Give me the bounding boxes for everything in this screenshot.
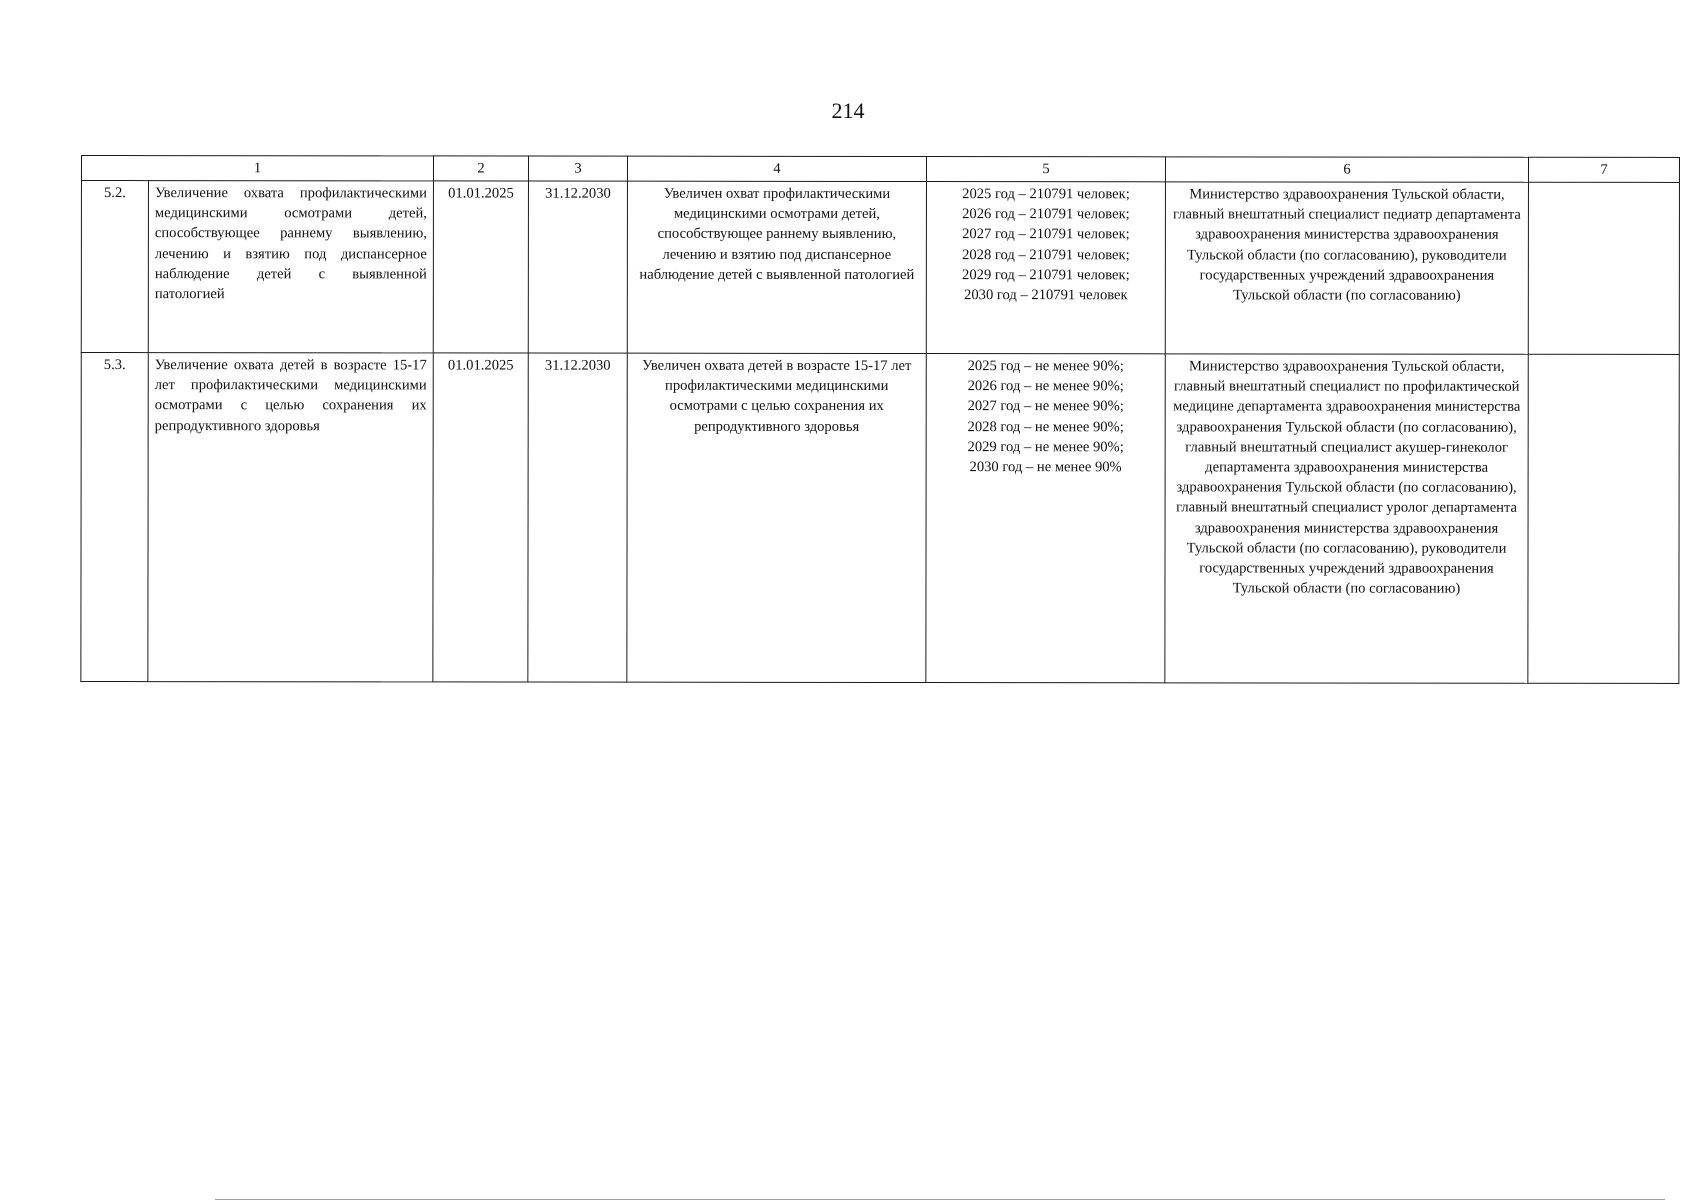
measures-table [80, 155, 1680, 684]
responsible-executors: Министерство здравоохранения Тульской области, главный внештатный специалист педиатр департамента здравоохранения министерства здравоохранения Тульской области (по согласованию), руководители государственных учреждений здравоохранения Тульской области (по согласованию) [1165, 182, 1528, 354]
header-col-4: 4 [627, 156, 926, 181]
target-value-line: 2025 год – не менее 90%; [967, 358, 1124, 375]
note-cell [1528, 182, 1679, 354]
start-date: 01.01.2025 [433, 353, 528, 682]
expected-result: Увеличен охвата детей в возрасте 15-17 лет профилактическими медицинскими осмотрами с целью сохранения их репродуктивного здоровья [627, 353, 926, 682]
responsible-executors: Министерство здравоохранения Тульской области, главный внештатный специалист по профилактической медицине департамента здравоохранения министерства здравоохранения Тульской области (по согласованию), главный внештатный специалист акушер-гинеколог департамента здравоохранения министерства здравоохранения Тульской области (по согласованию), главный внештатный специалист уролог департамента здравоохранения министерства здравоохранения Тульской области (по согласованию), руководители государственных учреждений здравоохранения Тульской области (по согласованию) [1165, 354, 1528, 683]
target-values [926, 354, 1165, 683]
header-col-3: 3 [528, 156, 627, 181]
end-date: 31.12.2030 [528, 353, 627, 682]
header-row [81, 156, 1679, 183]
table-row [81, 353, 1679, 684]
note-cell [1528, 354, 1679, 683]
expected-result: Увеличен охват профилактическими медицинскими осмотрами детей, способствующее раннему выявлению, лечению и взятию под диспансерное наблюдение детей с выявленной патологией [627, 181, 926, 353]
end-date: 31.12.2030 [528, 181, 627, 353]
header-col-6: 6 [1165, 157, 1528, 182]
page-number: 214 [831, 98, 865, 123]
header-col-7: 7 [1528, 157, 1679, 182]
target-value-line: 2025 год – 210791 человек; [962, 186, 1130, 203]
target-value-line: 2026 год – не менее 90%; [967, 378, 1124, 395]
target-value-line: 2027 год – 210791 человек; [962, 226, 1130, 243]
header-col-2: 2 [433, 156, 528, 181]
table-row [81, 181, 1679, 355]
target-value-line: 2030 год – 210791 человек [964, 287, 1128, 304]
target-value-line: 2027 год – не менее 90%; [967, 398, 1124, 415]
target-value-line: 2028 год – 210791 человек; [962, 246, 1130, 263]
target-value-line: 2029 год – 210791 человек; [962, 266, 1130, 284]
target-values [926, 182, 1165, 354]
row-number: 5.3. [81, 353, 148, 682]
target-value-line: 2029 год – не менее 90%; [967, 438, 1124, 456]
start-date: 01.01.2025 [433, 181, 528, 353]
header-col-1: 1 [81, 156, 433, 181]
target-value-line: 2026 год – 210791 человек; [962, 206, 1130, 223]
row-number: 5.2. [81, 181, 148, 353]
target-value-line: 2028 год – не менее 90%; [967, 418, 1124, 435]
target-value-line: 2030 год – не менее 90% [969, 459, 1122, 476]
measure-name: Увеличение охвата профилактическими медицинскими осмотрами детей, способствующее раннему выявлению, лечению и взятию под диспансерное наблюдение детей с выявленной патологией [148, 181, 433, 353]
header-col-5: 5 [926, 157, 1165, 182]
measure-name: Увеличение охвата детей в возрасте 15-17 лет профилактическими медицинскими осмотрами с целью сохранения их репродуктивного здоровья [148, 353, 433, 682]
